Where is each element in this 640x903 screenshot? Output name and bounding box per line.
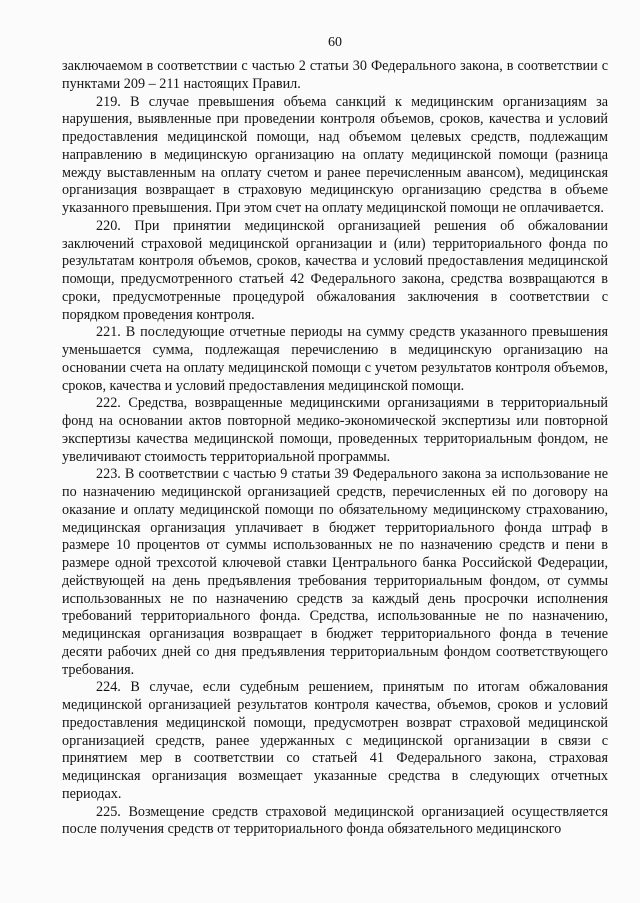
paragraph-224: 224. В случае, если судебным решением, принятым по итогам обжалования медицинской организацией результатов контроля качества, объемов, сроков и условий предоставления медицинской помощи, предусмотрен возврат страховой медицинской организацией средств, ранее удержанных с медицинской организации в связи с принятием мер в соответствии со статьей 41 Федерального закона, страховая медицинская организация возмещает указанные средства в следующих отчетных периодах. (62, 679, 608, 802)
paragraph-225: 225. Возмещение средств страховой медицинской организацией осуществляется после получения средств от территориального фонда обязательного медицинского (62, 803, 608, 838)
document-body (62, 58, 608, 839)
paragraph-continuation: заключаемом в соответствии с частью 2 статьи 30 Федерального закона, в соответствии с пунктами 209 – 211 настоящих Правил. (62, 58, 608, 92)
paragraph-220: 220. При принятии медицинской организацией решения об обжаловании заключений страховой медицинской организации и (или) территориального фонда по результатам контроля объемов, сроков, качества и условий предоставления медицинской помощи, предусмотренного статьей 42 Федерального закона, средства возвращаются в сроки, предусмотренные процедурой обжалования заключения в соответствии с порядком проведения контроля. (62, 217, 608, 323)
paragraph-221: 221. В последующие отчетные периоды на сумму средств указанного превышения уменьшается сумма, подлежащая перечислению в медицинскую организацию на основании счета на оплату медицинской помощи с учетом результатов контроля объемов, сроков, качества и условий предоставления медицинской помощи. (62, 324, 608, 394)
paragraph-222: 222. Средства, возвращенные медицинскими организациями в территориальный фонд на основании актов повторной медико-экономической экспертизы или повторной экспертизы качества медицинской помощи, проведенных территориальным фондом, не увеличивают стоимость территориальной программы. (62, 395, 608, 465)
page-number: 60 (328, 35, 342, 50)
paragraph-223: 223. В соответствии с частью 9 статьи 39 Федерального закона за использование не по назначению медицинской организацией средств, перечисленных ей по договору на оказание и оплату медицинской помощи по обязательному медицинскому страхованию, медицинская организация уплачивает в бюджет территориального фонда штраф в размере 10 процентов от суммы использованных не по назначению средств и пени в размере одной трехсотой ключевой ставки Центрального банка Российской Федерации, действующей на день предъявления требования территориальным фондом, от суммы использованных не по назначению средств за каждый день просрочки исполнения требований территориального фонда. Средства, использованные не по назначению, медицинская организация возвращает в бюджет территориального фонда в течение десяти рабочих дней со дня предъявления территориальным фондом соответствующего требования. (62, 466, 608, 678)
paragraph-219: 219. В случае превышения объема санкций к медицинским организациям за нарушения, выявленные при проведении контроля объемов, сроков, качества и условий предоставления медицинской помощи, над объемом целевых средств, подлежащим направлению в медицинскую организацию на оплату медицинской помощи (разница между выставленным на оплату счетом и ранее перечисленным авансом), медицинская организация возвращает в страховую медицинскую организацию средства в объеме указанного превышения. При этом счет на оплату медицинской помощи не оплачивается. (62, 93, 608, 216)
